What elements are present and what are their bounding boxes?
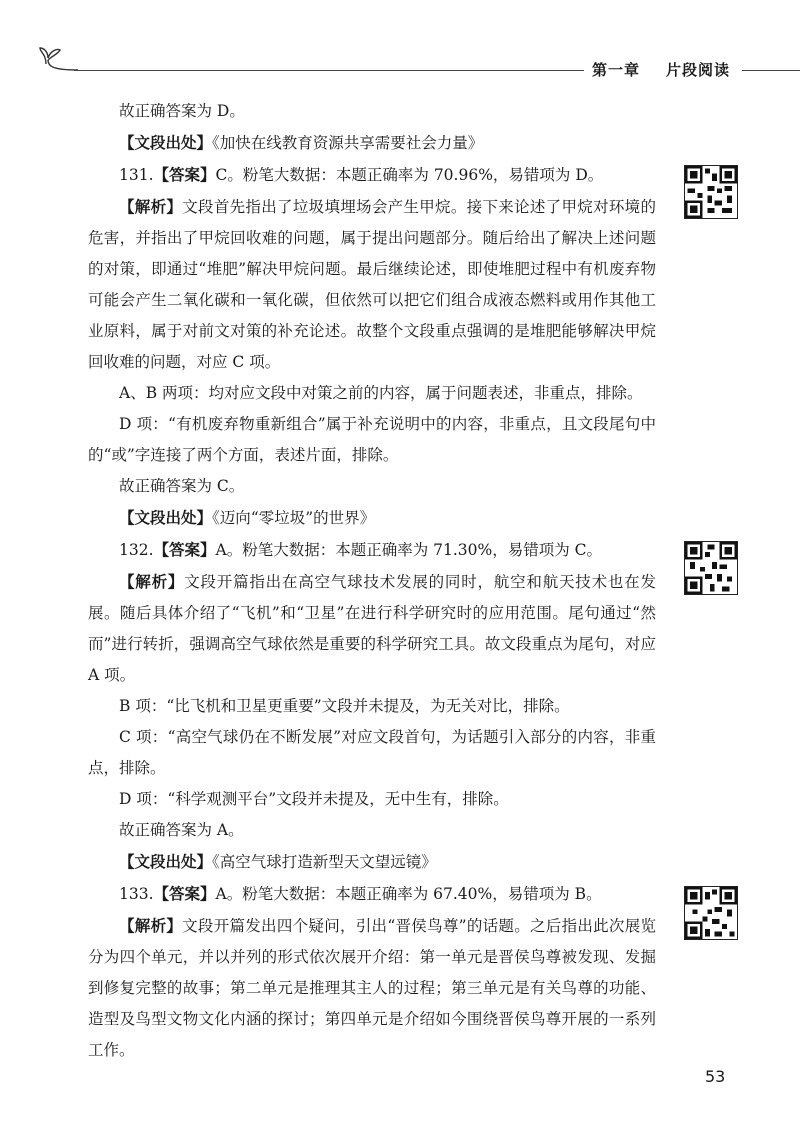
- section-tag: 【文段出处】: [119, 508, 213, 527]
- paragraph-text: 故正确答案为 C。: [119, 477, 245, 495]
- qr-code-132[interactable]: [684, 541, 738, 595]
- section-tag: 【解析】: [119, 197, 183, 216]
- question-number: 132.: [119, 541, 154, 559]
- paragraph-text: 文段开篇指出在高空气球技术发展的同时，航空和航天技术也在发展。随后具体介绍了“飞机”和“卫星”在进行科学研究时的应用范围。尾句通过“然而”进行转折，强调高空气球依然是重要的科学研究工具。故文段重点为尾句，对应 A 项。: [88, 573, 656, 684]
- section-tag: 【解析】: [119, 572, 185, 591]
- paragraph-text: 故正确答案为 A。: [119, 821, 244, 839]
- paragraph-text: A。粉笔大数据：本题正确率为 67.40%，易错项为 B。: [215, 885, 602, 903]
- paragraph-answer: [88, 534, 656, 566]
- paragraph-analysis: [88, 191, 656, 378]
- paragraph-text: 故正确答案为 D。: [119, 102, 245, 120]
- qr-code-icon: [685, 166, 737, 218]
- page-header: [0, 0, 800, 80]
- paragraph-plain: [88, 471, 656, 502]
- paragraph-text: A、B 两项：均对应文段中对策之前的内容，属于问题表述，非重点，排除。: [119, 384, 643, 402]
- question-number: 131.: [119, 166, 154, 184]
- qr-code-icon: [685, 887, 737, 939]
- page-body: [88, 96, 656, 1066]
- paragraph-plain: [88, 784, 656, 815]
- paragraph-text: A。粉笔大数据：本题正确率为 71.30%，易错项为 C。: [215, 541, 603, 559]
- qr-code-icon: [685, 542, 737, 594]
- paragraph-text: 《迈向“零垃圾”的世界》: [212, 509, 376, 527]
- section-tag: 【答案】: [153, 540, 216, 559]
- paragraph-analysis: [88, 566, 656, 691]
- section-tag: 【解析】: [119, 916, 183, 935]
- paragraph-text: C 项：“高空气球仍在不断发展”对应文段首句，为话题引入部分的内容，非重点，排除。: [88, 728, 656, 777]
- sprout-logo-icon: [38, 44, 78, 72]
- paragraph-answer: [88, 878, 656, 910]
- paragraph-text: B 项：“比飞机和卫星更重要”文段并未提及，为无关对比，排除。: [119, 697, 570, 715]
- paragraph-text: 《高空气球打造新型天文望远镜》: [212, 853, 437, 871]
- paragraph-text: D 项：“有机废弃物重新组合”属于补充说明中的内容，非重点，且文段尾句中的“或”字连接了两个方面，表述片面，排除。: [88, 415, 656, 464]
- paragraph-plain: [88, 409, 656, 471]
- page-number: 53: [705, 1067, 726, 1086]
- header-rule-left: [74, 70, 584, 71]
- paragraph-text: 《加快在线教育资源共享需要社会力量》: [212, 134, 484, 152]
- paragraph-source: [88, 502, 656, 534]
- paragraph-plain: [88, 815, 656, 846]
- paragraph-plain: [88, 691, 656, 722]
- paragraph-text: 文段开篇发出四个疑问，引出“晋侯鸟尊”的话题。之后指出此次展览分为四个单元，并以并列的形式依次展开介绍：第一单元是晋侯鸟尊被发现、发掘到修复完整的故事；第二单元是推理其主人的过程；第三单元是有关鸟尊的功能、造型及鸟型文物文化内涵的探讨；第四单元是介绍如今围绕晋侯鸟尊开展的一系列工作。: [88, 917, 656, 1059]
- qr-code-131[interactable]: [684, 165, 738, 219]
- paragraph-plain: [88, 96, 656, 127]
- section-label: 片段阅读: [666, 61, 731, 79]
- section-tag: 【答案】: [153, 884, 216, 903]
- paragraph-text: D 项：“科学观测平台”文段并未提及，无中生有，排除。: [119, 790, 509, 808]
- header-rule-right: [742, 70, 800, 71]
- chapter-label: 第一章: [592, 61, 641, 79]
- qr-code-133[interactable]: [684, 886, 738, 940]
- paragraph-analysis: [88, 910, 656, 1066]
- paragraph-plain: [88, 722, 656, 784]
- section-tag: 【文段出处】: [119, 852, 213, 871]
- paragraph-plain: [88, 378, 656, 409]
- section-tag: 【答案】: [153, 165, 216, 184]
- paragraph-answer: [88, 159, 656, 191]
- paragraph-text: 文段首先指出了垃圾填埋场会产生甲烷。接下来论述了甲烷对环境的危害，并指出了甲烷回收难的问题，属于提出问题部分。随后给出了解决上述问题的对策，即通过“堆肥”解决甲烷问题。最后继续论述，即使堆肥过程中有机废弃物可能会产生二氧化碳和一氧化碳，但依然可以把它们组合成液态燃料或用作其他工业原料，属于对前文对策的补充论述。故整个文段重点强调的是堆肥能够解决甲烷回收难的问题，对应 C 项。: [88, 198, 656, 371]
- paragraph-text: C。粉笔大数据：本题正确率为 70.96%，易错项为 D。: [215, 166, 604, 184]
- paragraph-source: [88, 846, 656, 878]
- paragraph-source: [88, 127, 656, 159]
- question-number: 133.: [119, 885, 154, 903]
- section-tag: 【文段出处】: [119, 133, 213, 152]
